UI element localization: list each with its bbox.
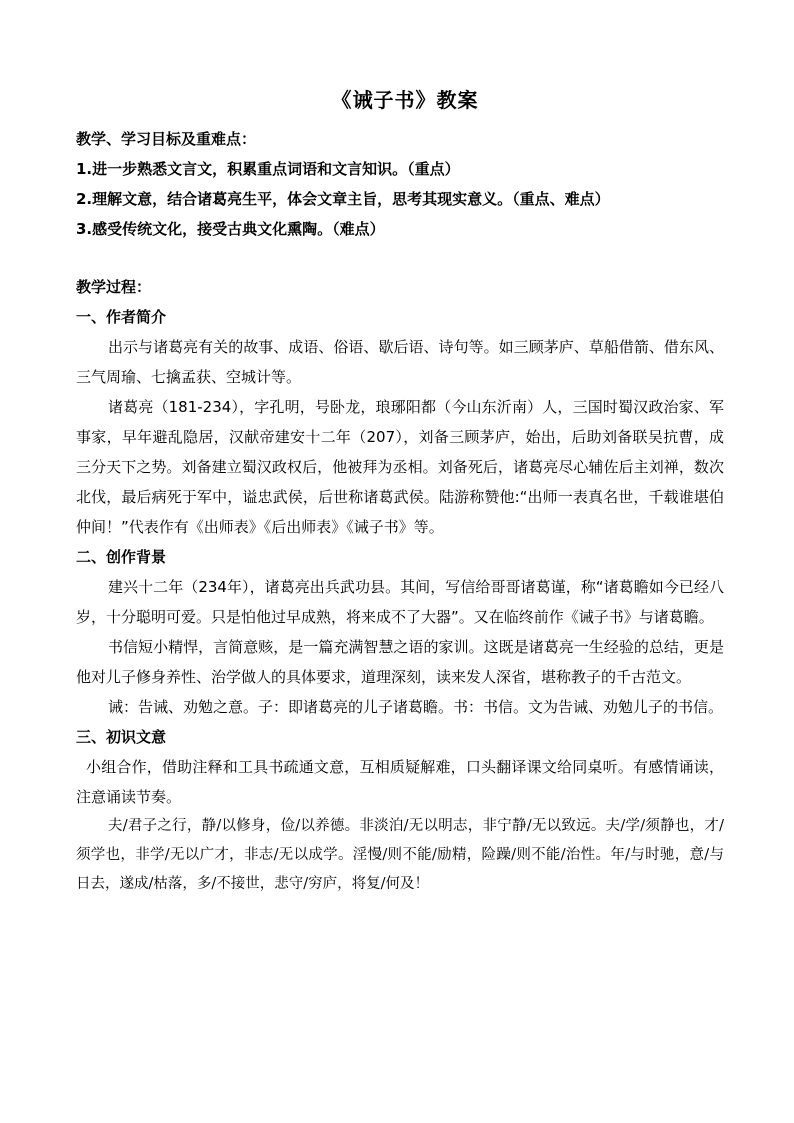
paragraph: 小组合作，借助注释和工具书疏通文意，互相质疑解难，口头翻译课文给同桌听。有感情诵读，注意诵读节奏。 — [76, 758, 724, 806]
paragraph: 建兴十二年（234年），诸葛亮出兵武功县。其间，写信给哥哥诸葛谨，称“诸葛瞻如今已经八岁，十分聪明可爱。只是怕他过早成熟，将来成不了大器”。又在临终前作《诫子书》与诸葛瞻。 — [76, 578, 724, 626]
spacer — [76, 244, 724, 272]
paragraph: 书信短小精悍，言简意赅，是一篇充满智慧之语的家训。这既是诸葛亮一生经验的总结，更是他对儿子修身养性、治学做人的具体要求，道理深刻，读来发人深省，堪称教子的千古范文。 — [76, 638, 724, 686]
section-heading-author: 一、作者简介 — [76, 308, 167, 326]
paragraph: 诫：告诫、劝勉之意。子：即诸葛亮的儿子诸葛瞻。书：书信。文为告诫、劝勉儿子的书信。 — [108, 698, 724, 716]
paragraph: 诸葛亮（181-234），字孔明，号卧龙，琅琊阳都（今山东沂南）人，三国时蜀汉政治家、军事家，早年避乱隐居，汉献帝建安十二年（207），刘备三顾茅庐，始出，后助刘备联吴抗曹，成三分天下之势。刘备建立蜀汉政权后，他被拜为丞相。刘备死后，诸葛亮尽心辅佐后主刘禅，数次北伐，最后病死于军中，谥忠武侯，后世称诸葛武侯。陆游称赞他:“出师一表真名世，千载谁堪伯仲间！”代表作有《出师表》《后出师表》《诫子书》等。 — [76, 398, 724, 536]
objectives-heading: 教学、学习目标及重难点： — [76, 130, 257, 148]
process-heading: 教学过程： — [76, 278, 152, 296]
document-title: 《诫子书》教案 — [331, 88, 479, 112]
section-heading-background: 二、创作背景 — [76, 548, 167, 566]
section-heading-meaning: 三、初识文意 — [76, 728, 167, 746]
objective-item: 2.理解文意，结合诸葛亮生平，体会文章主旨，思考其现实意义。（重点、难点） — [76, 190, 610, 208]
objective-item: 1.进一步熟悉文言文，积累重点词语和文言知识。（重点） — [76, 160, 460, 178]
objective-item: 3.感受传统文化，接受古典文化熏陶。（难点） — [76, 220, 385, 238]
paragraph: 出示与诸葛亮有关的故事、成语、俗语、歇后语、诗句等。如三顾茅庐、草船借箭、借东风、三气周瑜、七擒孟获、空城计等。 — [76, 338, 724, 386]
classical-text: 夫/君子之行，静/以修身，俭/以养德。非淡泊/无以明志，非宁静/无以致远。夫/学/须静也，才/须学也，非学/无以广才，非志/无以成学。淫慢/则不能/励精，险躁/则不能/治性。年/与时驰，意/与日去，遂成/枯落，多/不接世，悲守/穷庐，将复/何及！ — [76, 818, 724, 892]
